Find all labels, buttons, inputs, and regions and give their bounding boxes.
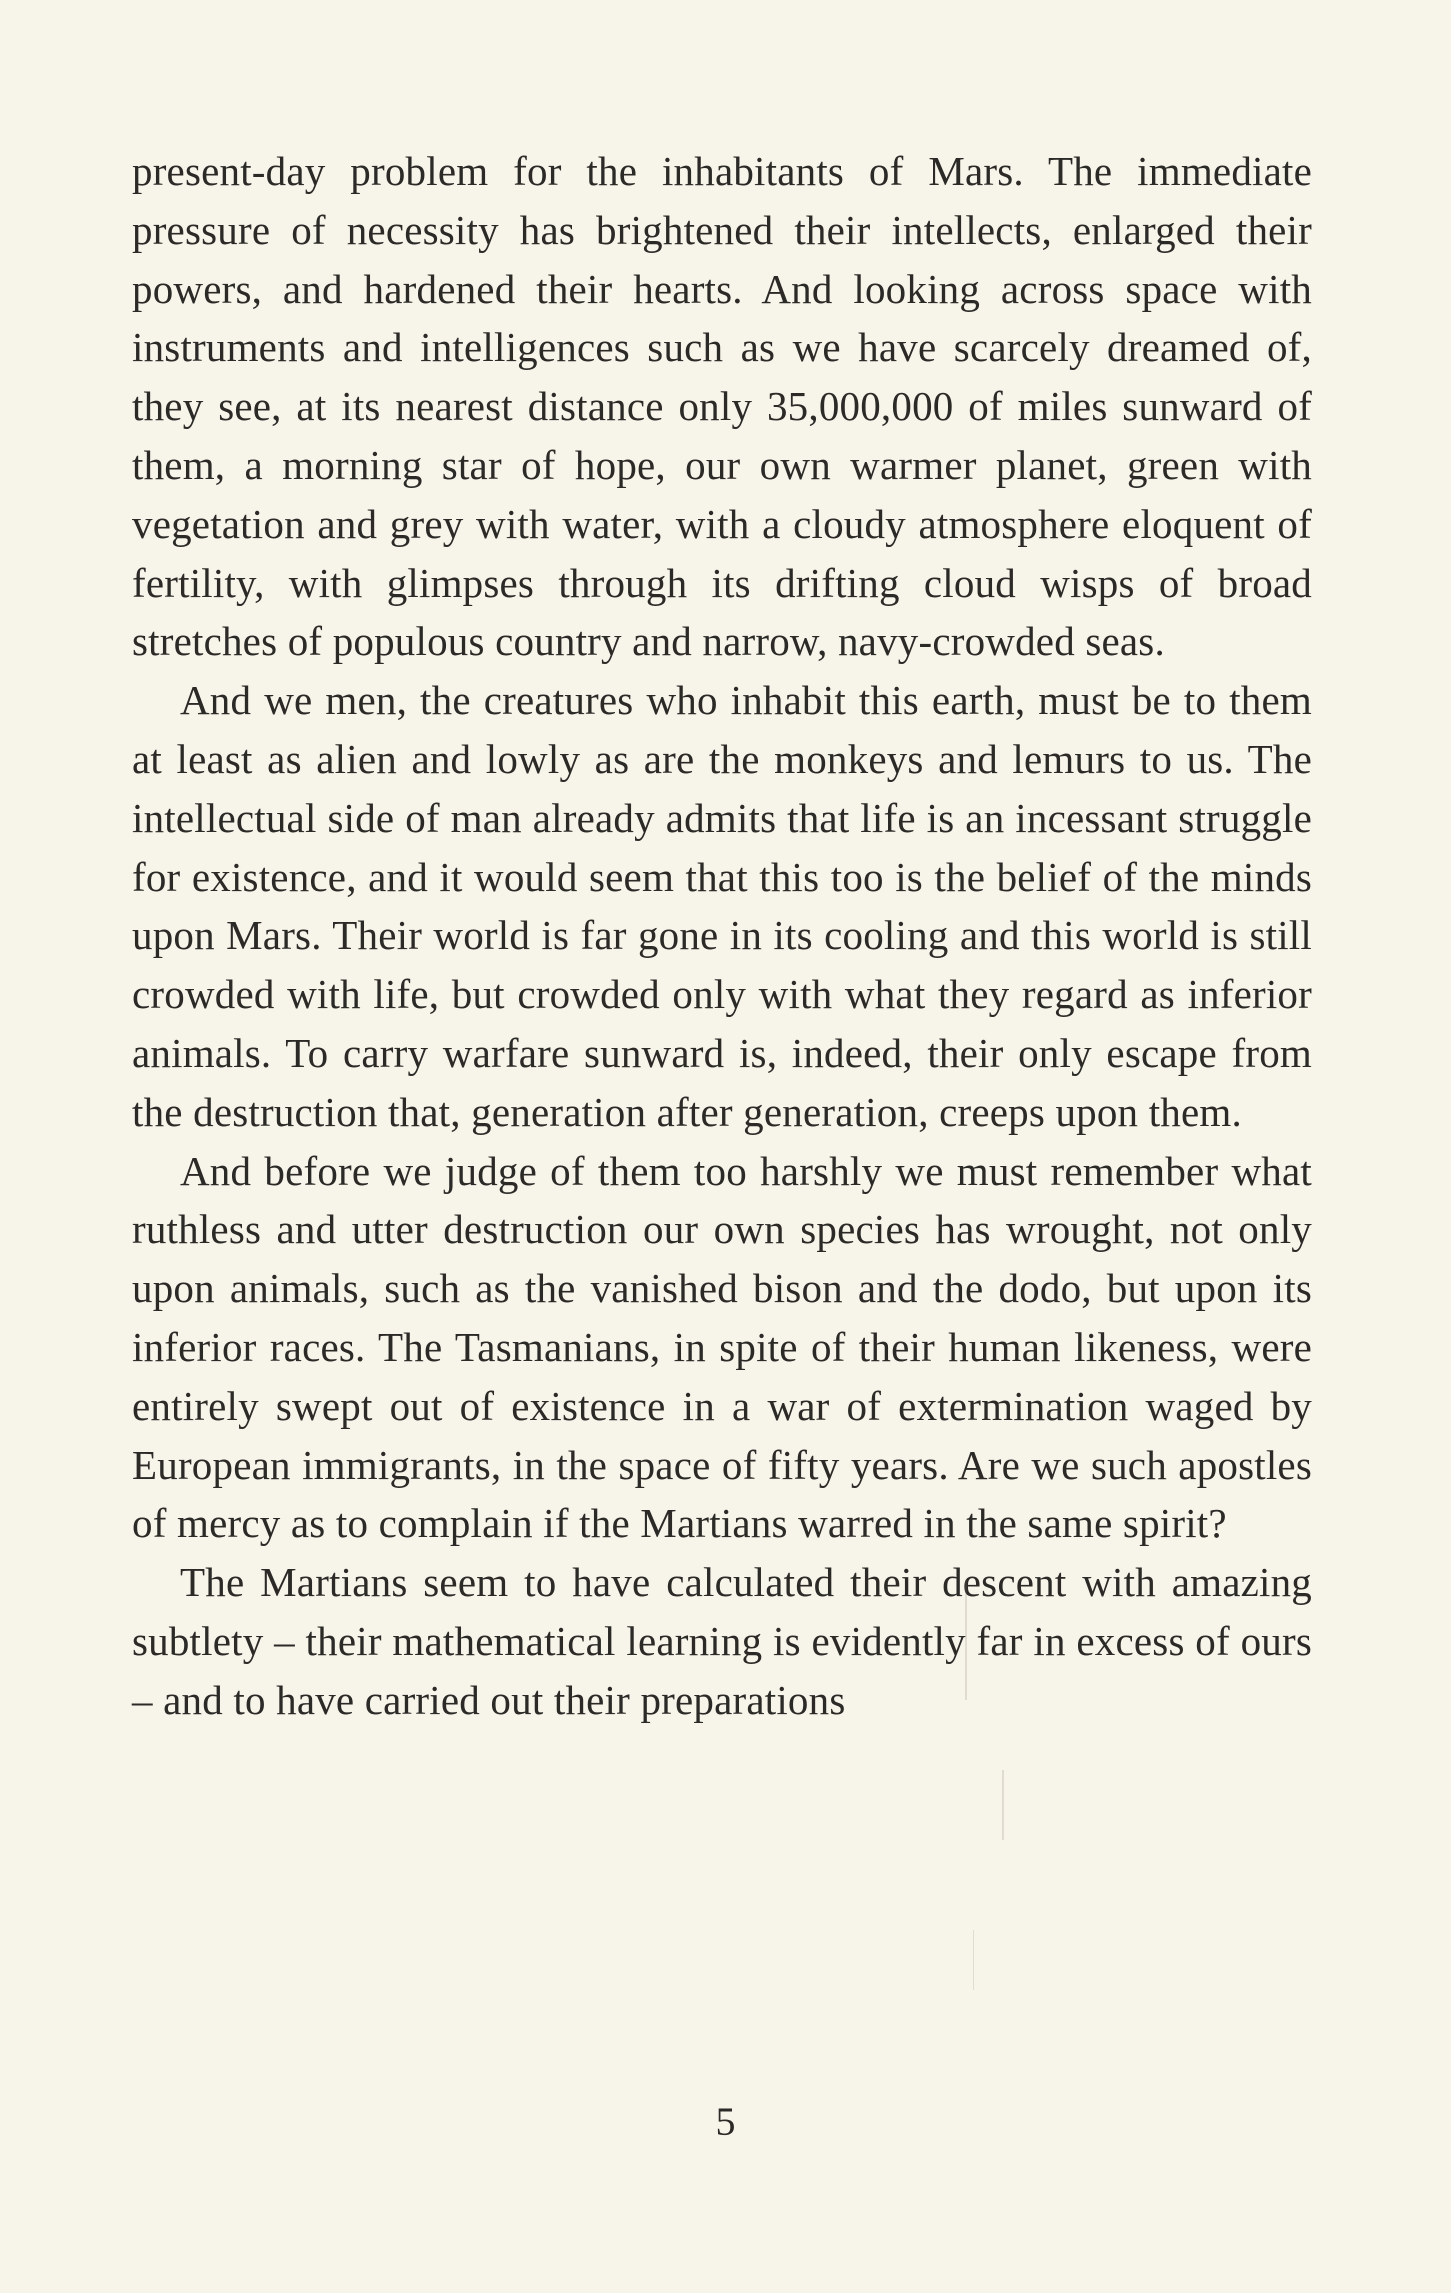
- scan-mark: [973, 1930, 974, 1990]
- scan-mark: [1002, 1770, 1004, 1840]
- paragraph-1: present-day problem for the inhabitants of Mars. The immediate pressure of necessity has brightened their intellects, enlarged their powers, and hardened their hearts. And looking across space with instruments and intelligences such as we have scarcely dreamed of, they see, at its nearest distance only 35,000,000 of miles sunward of them, a morning star of hope, our own warmer planet, green with vegetation and grey with water, with a cloudy atmosphere eloquent of fertility, with glimpses through its drifting cloud wisps of broad stretches of populous country and narrow, navy-crowded seas.: [132, 148, 1312, 665]
- page-number: 5: [715, 2099, 736, 2144]
- scan-mark: [965, 1580, 967, 1700]
- paragraph-2: And we men, the creatures who inhabit this earth, must be to them at least as alien and lowly as are the monkeys and lemurs to us. The intellectual side of man already admits that life is an incessant struggle for existence, and it would seem that this too is the belief of the minds upon Mars. Their world is far gone in its cooling and this world is still crowded with life, but crowded only with what they regard as inferior animals. To carry warfare sunward is, indeed, their only escape from the destruction that, generation after generation, creeps upon them.: [132, 677, 1312, 1135]
- paragraph-3: And before we judge of them too harshly we must remember what ruthless and utter destruction our own species has wrought, not only upon animals, such as the vanished bison and the dodo, but upon its inferior races. The Tasmanians, in spite of their human likeness, were entirely swept out of existence in a war of extermination waged by European immigrants, in the space of fifty years. Are we such apostles of mercy as to complain if the Martians warred in the same spirit?: [132, 1147, 1312, 1547]
- paragraph-4: The Martians seem to have calculated their descent with amazing subtlety – their mathematical learning is evidently far in excess of ours – and to have carried out their preparations: [132, 1559, 1312, 1723]
- body-text: [132, 142, 1312, 1730]
